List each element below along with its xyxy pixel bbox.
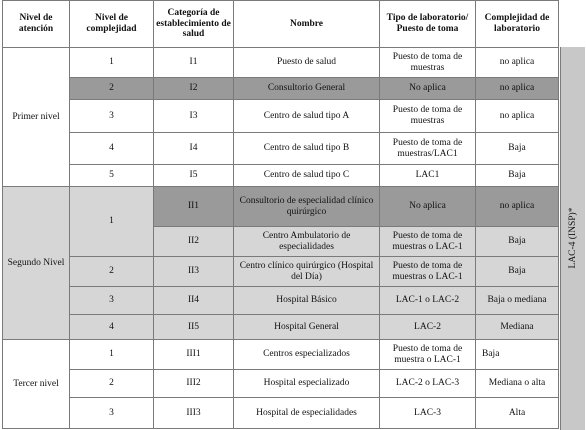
table-row [3, 370, 559, 398]
cell-complejidad: 1 [70, 48, 154, 78]
table-row [3, 398, 559, 429]
table-row [3, 257, 559, 287]
cell-complejidad: 4 [70, 133, 154, 165]
table-row [3, 165, 559, 187]
cell-tipo: Puesto de toma de muestra o LAC-1 [380, 340, 476, 370]
cell-tipo: Puesto de toma de muestras [380, 100, 476, 133]
cell-nombre: Centro Ambulatorio de especialidades [234, 227, 380, 257]
cell-tipo: LAC-1 o LAC-2 [380, 287, 476, 315]
header-complejidad-lab: Complejidad de laboratorio [476, 1, 559, 48]
cell-nombre: Hospital de especialidades [234, 398, 380, 429]
cell-categoria: II4 [154, 287, 234, 315]
header-nombre: Nombre [234, 1, 380, 48]
cell-tipo: LAC-3 [380, 398, 476, 429]
cell-complejidad: 5 [70, 165, 154, 187]
table-row [3, 133, 559, 165]
cell-categoria: III1 [154, 340, 234, 370]
cell-complejidad: 1 [70, 187, 154, 257]
table-row [3, 187, 559, 227]
table-row [3, 78, 559, 100]
cell-nombre: Puesto de salud [234, 48, 380, 78]
table-row [3, 48, 559, 78]
cell-categoria: II3 [154, 257, 234, 287]
cell-complejidad-lab: Baja [476, 340, 559, 370]
level-cell-tercer: Tercer nivel [3, 340, 70, 429]
cell-complejidad: 4 [70, 315, 154, 340]
cell-complejidad: 2 [70, 370, 154, 398]
cell-tipo: Puesto de toma de muestras/LAC1 [380, 133, 476, 165]
cell-complejidad-lab: Baja [476, 133, 559, 165]
cell-nombre: Centro de salud tipo B [234, 133, 380, 165]
side-label: LAC-4 (INSP)* [568, 207, 578, 269]
cell-categoria: II5 [154, 315, 234, 340]
cell-nombre: Centros especializados [234, 340, 380, 370]
table-row [3, 287, 559, 315]
cell-tipo: No aplica [380, 78, 476, 100]
cell-complejidad: 2 [70, 257, 154, 287]
cell-nombre: Consultorio General [234, 78, 380, 100]
side-band [560, 47, 585, 430]
cell-complejidad: 2 [70, 78, 154, 100]
cell-complejidad-lab: Baja [476, 165, 559, 187]
level-cell-segundo: Segundo Nivel [3, 187, 70, 340]
cell-nombre: Hospital Básico [234, 287, 380, 315]
table-row [3, 315, 559, 340]
cell-complejidad: 1 [70, 340, 154, 370]
cell-nombre: Hospital General [234, 315, 380, 340]
cell-tipo: LAC-2 o LAC-3 [380, 370, 476, 398]
cell-tipo: No aplica [380, 187, 476, 227]
cell-complejidad-lab: Alta [476, 398, 559, 429]
health-facility-table [2, 0, 559, 429]
header-nivel-atencion: Nivel de atención [3, 1, 70, 48]
cell-nombre: Centro de salud tipo C [234, 165, 380, 187]
header-tipo-laboratorio: Tipo de laboratorio/ Puesto de toma [380, 1, 476, 48]
cell-complejidad-lab: Baja [476, 227, 559, 257]
cell-complejidad: 3 [70, 100, 154, 133]
cell-categoria: III2 [154, 370, 234, 398]
cell-complejidad-lab: Mediana [476, 315, 559, 340]
cell-categoria: I3 [154, 100, 234, 133]
cell-complejidad-lab: no aplica [476, 187, 559, 227]
cell-tipo: LAC-2 [380, 315, 476, 340]
cell-tipo: LAC1 [380, 165, 476, 187]
cell-categoria: II1 [154, 187, 234, 227]
cell-complejidad-lab: no aplica [476, 48, 559, 78]
cell-complejidad-lab: no aplica [476, 100, 559, 133]
cell-nombre: Centro de salud tipo A [234, 100, 380, 133]
cell-categoria: II2 [154, 227, 234, 257]
table-row [3, 100, 559, 133]
cell-complejidad-lab: Baja [476, 257, 559, 287]
cell-nombre: Centro clínico quirúrgico (Hospital del Día) [234, 257, 380, 287]
cell-complejidad: 3 [70, 287, 154, 315]
cell-categoria: III3 [154, 398, 234, 429]
cell-complejidad-lab: no aplica [476, 78, 559, 100]
cell-tipo: Puesto de toma de muestras o LAC-1 [380, 227, 476, 257]
cell-categoria: I5 [154, 165, 234, 187]
cell-complejidad: 3 [70, 398, 154, 429]
table-row [3, 340, 559, 370]
cell-categoria: I2 [154, 78, 234, 100]
header-nivel-complejidad: Nivel de complejidad [70, 1, 154, 48]
header-row [3, 1, 559, 48]
cell-nombre: Consultorio de especialidad clínico quirúrgico [234, 187, 380, 227]
cell-tipo: Puesto de toma de muestras o LAC-1 [380, 257, 476, 287]
cell-categoria: I4 [154, 133, 234, 165]
cell-complejidad-lab: Baja o mediana [476, 287, 559, 315]
cell-tipo: Puesto de toma de muestras [380, 48, 476, 78]
level-cell-primer: Primer nivel [3, 48, 70, 187]
cell-categoria: I1 [154, 48, 234, 78]
header-categoria: Categoría de establecimiento de salud [154, 1, 234, 48]
cell-complejidad-lab: Mediana o alta [476, 370, 559, 398]
cell-nombre: Hospital especializado [234, 370, 380, 398]
